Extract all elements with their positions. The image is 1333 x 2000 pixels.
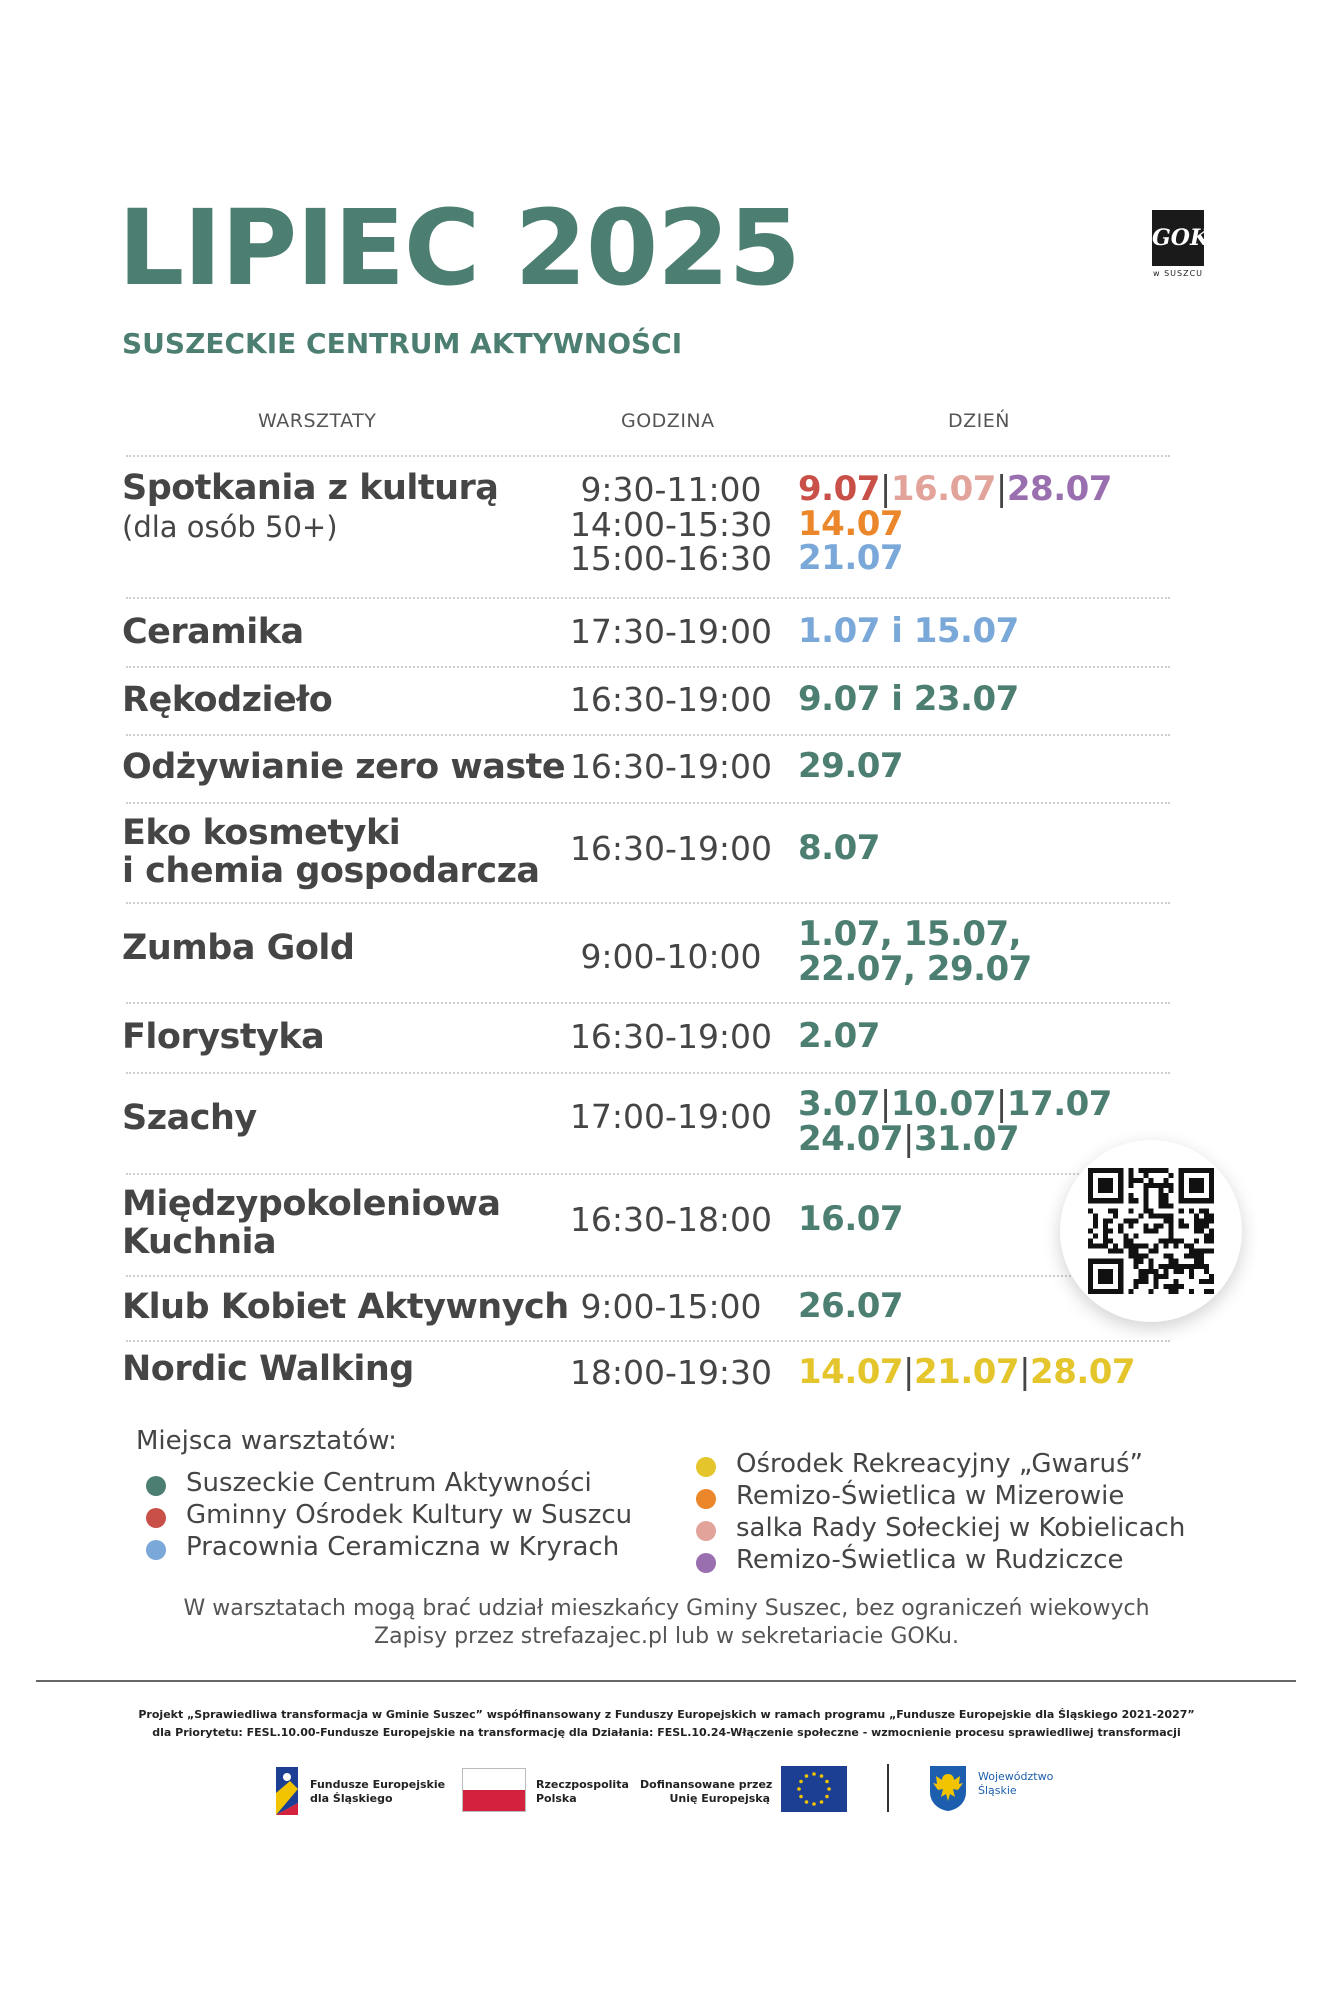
workshop-name: Zumba Gold: [122, 928, 355, 968]
legend-dot: [696, 1489, 716, 1509]
eu-label-line: Unię Europejską: [669, 1791, 770, 1805]
workshop-time: 17:00-19:00: [569, 1097, 773, 1136]
workshop-name-line: Międzypokoleniowa: [122, 1184, 501, 1224]
date-separator: |: [903, 1118, 915, 1159]
row-divider: [126, 1072, 1170, 1074]
eu-flag-icon: [781, 1766, 847, 1812]
row-divider: [126, 666, 1170, 668]
date: 28.07: [1006, 469, 1112, 509]
sl-label: [978, 1770, 1053, 1798]
page-subtitle: SUSZECKIE CENTRUM AKTYWNOŚCI: [122, 327, 683, 360]
date: 9.07: [798, 469, 880, 509]
info-note: W warsztatach mogą brać udział mieszkańcy Gminy Suszec, bez ograniczeń wiekowych: [183, 1596, 1150, 1621]
workshop-name-line: Eko kosmetyki: [122, 813, 401, 853]
workshop-time: 18:00-19:30: [569, 1353, 773, 1392]
workshop-dates: 9.07 i 23.07: [798, 679, 1019, 719]
rp-label: [536, 1778, 629, 1806]
gok-logo-text: GOK: [1152, 225, 1210, 251]
fe-label-line: dla Śląskiego: [310, 1791, 393, 1805]
fe-label-line: Fundusze Europejskie: [310, 1778, 446, 1791]
gok-logo: [1150, 210, 1210, 280]
sl-label-line: Śląskie: [978, 1783, 1017, 1797]
date: 16.07: [890, 469, 996, 509]
column-header-time: GODZINA: [621, 410, 715, 432]
workshop-time: 9:00-10:00: [580, 937, 762, 976]
date: 31.07: [914, 1118, 1020, 1159]
row-divider: [126, 1173, 1170, 1175]
legend-label: Remizo-Świetlica w Rudziczce: [736, 1545, 1124, 1575]
workshop-dates: [798, 914, 1032, 989]
legend-dot: [696, 1521, 716, 1541]
workshop-dates: 8.07: [798, 828, 880, 868]
date: 3.07: [798, 1084, 880, 1124]
row-divider: [126, 734, 1170, 736]
sl-label-line: Województwo: [978, 1770, 1054, 1783]
date: 10.07: [890, 1084, 996, 1124]
date: 14.07: [798, 1352, 904, 1392]
workshop-time: 16:30-19:00: [569, 829, 773, 868]
time-slot: 15:00-16:30: [569, 539, 773, 579]
fe-logo-icon: [272, 1763, 302, 1818]
date: 14.07: [798, 503, 904, 544]
legend-label: Ośrodek Rekreacyjny „Gwaruś”: [736, 1449, 1143, 1479]
workshop-dates: [798, 1084, 1112, 1159]
column-header-workshops: WARSZTATY: [258, 410, 377, 432]
project-info: dla Priorytetu: FESL.10.00-Fundusze Europejskie na transformację dla Działania: FESL.10.24-Włączenie społeczne - wzmocnienie procesu sprawiedliwej transformacji: [152, 1726, 1181, 1739]
date-separator: |: [879, 1084, 891, 1124]
poland-flag-icon: [462, 1768, 526, 1812]
workshop-dates: 2.07: [798, 1016, 880, 1056]
qr-code[interactable]: [1088, 1168, 1214, 1294]
time-slot: 14:00-15:30: [569, 504, 773, 544]
legend-label: Gminny Ośrodek Kultury w Suszcu: [186, 1500, 633, 1530]
eu-label-line: Dofinansowane przez: [640, 1778, 773, 1791]
date-line: 1.07, 15.07,: [798, 914, 1022, 954]
legend-dot: [696, 1457, 716, 1477]
workshop-name: Spotkania z kulturą: [122, 468, 499, 508]
legend-label: Suszeckie Centrum Aktywności: [186, 1468, 592, 1498]
workshop-name-line: i chemia gospodarcza: [122, 850, 540, 891]
workshop-name: Odżywianie zero waste: [122, 747, 566, 787]
qr-code-badge[interactable]: [1060, 1140, 1242, 1322]
row-divider: [126, 1275, 1170, 1277]
date: 24.07: [798, 1118, 904, 1159]
workshop-time: 16:30-19:00: [569, 680, 773, 719]
project-info: Projekt „Sprawiedliwa transformacja w Gminie Suszec” współfinansowany z Funduszy Europejskich w ramach programu „Fundusze Europejskie dla Śląskiego 2021-2027”: [138, 1708, 1195, 1721]
workshop-name: Nordic Walking: [122, 1349, 414, 1389]
legend-dot: [696, 1553, 716, 1573]
workshop-name-line: Kuchnia: [122, 1221, 277, 1262]
rp-label-line: Rzeczpospolita: [536, 1778, 629, 1791]
workshop-time: 16:30-18:00: [569, 1200, 773, 1239]
workshop-name: Rękodzieło: [122, 680, 333, 720]
date-separator: |: [1019, 1352, 1031, 1392]
footer-divider: [36, 1680, 1296, 1682]
row-divider: [126, 902, 1170, 904]
workshop-time: [556, 470, 786, 579]
date: 17.07: [1006, 1084, 1112, 1124]
fe-label: [310, 1778, 445, 1806]
row-divider: [126, 1340, 1170, 1342]
date: 21.07: [798, 538, 904, 579]
legend-label: salka Rady Sołeckiej w Kobielicach: [736, 1513, 1186, 1543]
date-separator: |: [995, 469, 1007, 509]
rp-label-line: Polska: [536, 1791, 577, 1805]
signup-note: Zapisy przez strefazajec.pl lub w sekretariacie GOKu.: [374, 1624, 959, 1649]
workshop-note: (dla osób 50+): [122, 510, 338, 544]
date-line: 22.07, 29.07: [798, 948, 1032, 989]
workshop-name: [122, 815, 540, 891]
silesia-eagle-icon: [928, 1764, 968, 1812]
workshop-dates: 26.07: [798, 1286, 904, 1326]
workshop-name: Ceramika: [122, 612, 304, 652]
places-title: Miejsca warsztatów:: [136, 1426, 397, 1456]
gok-logo-caption: w SUSZCU: [1152, 269, 1204, 278]
workshop-dates: [798, 1352, 1136, 1392]
row-divider: [126, 1002, 1170, 1004]
workshop-time: 16:30-19:00: [569, 1017, 773, 1056]
footer-logo-divider: [887, 1764, 889, 1812]
workshop-dates: 1.07 i 15.07: [798, 611, 1019, 651]
row-divider: [126, 455, 1170, 457]
page-title: LIPIEC 2025: [118, 187, 800, 309]
row-divider: [126, 597, 1170, 599]
workshop-time: 17:30-19:00: [569, 612, 773, 651]
row-divider: [126, 802, 1170, 804]
legend-label: Remizo-Świetlica w Mizerowie: [736, 1481, 1125, 1511]
time-slot: 9:30-11:00: [580, 470, 762, 509]
date: 21.07: [914, 1352, 1020, 1392]
legend-dot: [146, 1540, 166, 1560]
legend-label: Pracownia Ceramiczna w Kryrach: [186, 1532, 620, 1562]
date-separator: |: [995, 1084, 1007, 1124]
workshop-time: 9:00-15:00: [580, 1287, 762, 1326]
legend-dot: [146, 1508, 166, 1528]
legend-dot: [146, 1476, 166, 1496]
workshop-name: Szachy: [122, 1098, 257, 1138]
workshop-time: 16:30-19:00: [569, 747, 773, 786]
date: 28.07: [1030, 1352, 1136, 1392]
date-separator: |: [903, 1352, 915, 1392]
workshop-dates: 16.07: [798, 1199, 904, 1239]
workshop-dates: 29.07: [798, 746, 904, 786]
column-header-day: DZIEŃ: [948, 410, 1010, 432]
workshop-dates: [798, 469, 1112, 579]
workshop-name: [122, 1186, 500, 1262]
workshop-name: Klub Kobiet Aktywnych: [122, 1287, 569, 1327]
date-separator: |: [879, 469, 891, 509]
eu-label: [640, 1778, 773, 1806]
workshop-name: Florystyka: [122, 1017, 325, 1057]
